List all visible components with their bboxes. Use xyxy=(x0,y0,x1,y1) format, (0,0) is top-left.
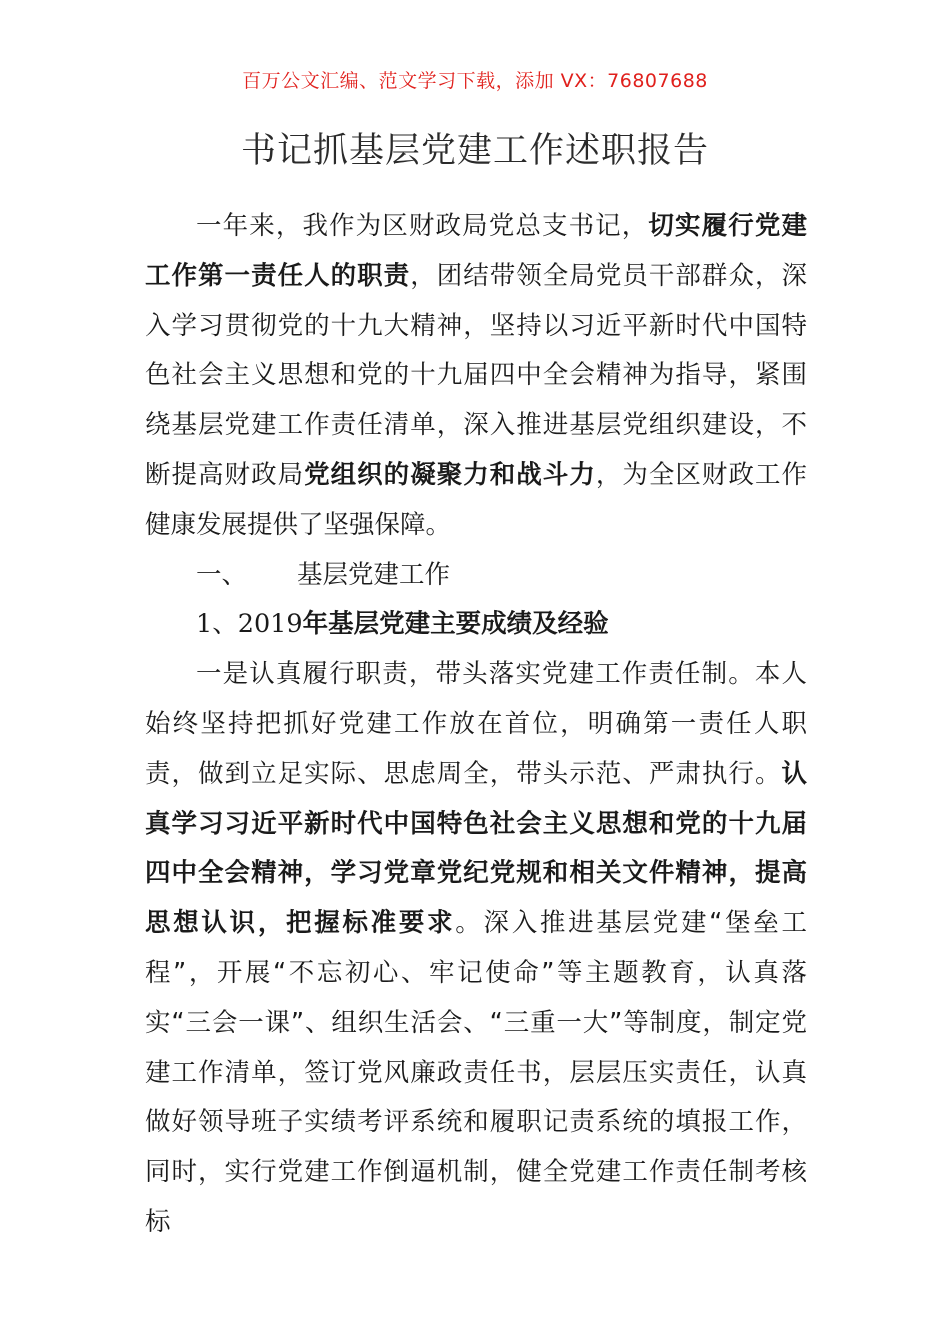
section-title: 基层党建工作 xyxy=(297,559,451,590)
intro-text-2: ，团结带领全局党员干部群众，深入学习贯彻党的十九大精神，坚持以习近平新时代中国特色社会主义思想和党的十九届四中全会精神为指导，紧围绕基层党建工作责任清单，深入推进基层党组织建设，不断提高财政局 xyxy=(145,260,807,490)
para2-text-2: 。深入推进基层党建“堡垒工程”，开展“不忘初心、牢记使命”等主题教育，认真落实“三会一课”、组织生活会、“三重一大”等制度，制定党建工作清单，签订党风廉政责任书，层层压实责任，认真做好领导班子实绩考评系统和履职记责系统的填报工作，同时，实行党建工作倒逼机制，健全党建工作责任制考核标 xyxy=(145,908,807,1237)
intro-emphasis-2: 党组织的凝聚力和战斗力 xyxy=(304,459,596,490)
subsection-title: 年基层党建主要成绩及经验 xyxy=(302,609,609,640)
para2-text-1: 一是认真履行职责，带头落实党建工作责任制。本人始终坚持把抓好党建工作放在首位，明确第一责任人职责，做到立足实际、思虑周全，带头示范、严肃执行。 xyxy=(145,659,807,789)
intro-text-1: 一年来，我作为区财政局党总支书记， xyxy=(196,211,649,241)
section-heading-1 xyxy=(145,551,807,601)
subsection-heading-1 xyxy=(145,600,807,650)
document-title: 书记抓基层党建工作述职报告 xyxy=(240,131,709,171)
header-banner: 百万公文汇编、范文学习下载，添加 VX：76807688 xyxy=(242,70,708,92)
body-paragraph-2 xyxy=(145,650,807,1248)
subsection-number: 1、2019 xyxy=(196,609,303,640)
intro-text-3: ，为全区财政工作健康发展提供了坚强保障。 xyxy=(145,459,807,540)
intro-emphasis-1: 切实履行党建工作第一责任人的职责 xyxy=(145,211,807,291)
intro-paragraph xyxy=(145,202,807,551)
section-number: 一、 xyxy=(196,559,248,590)
para2-emphasis: 认真学习习近平新时代中国特色社会主义思想和党的十九届四中全会精神，学习党章党纪党规和相关文件精神，提高思想认识，把握标准要求 xyxy=(145,758,807,939)
document-body xyxy=(145,202,807,1248)
